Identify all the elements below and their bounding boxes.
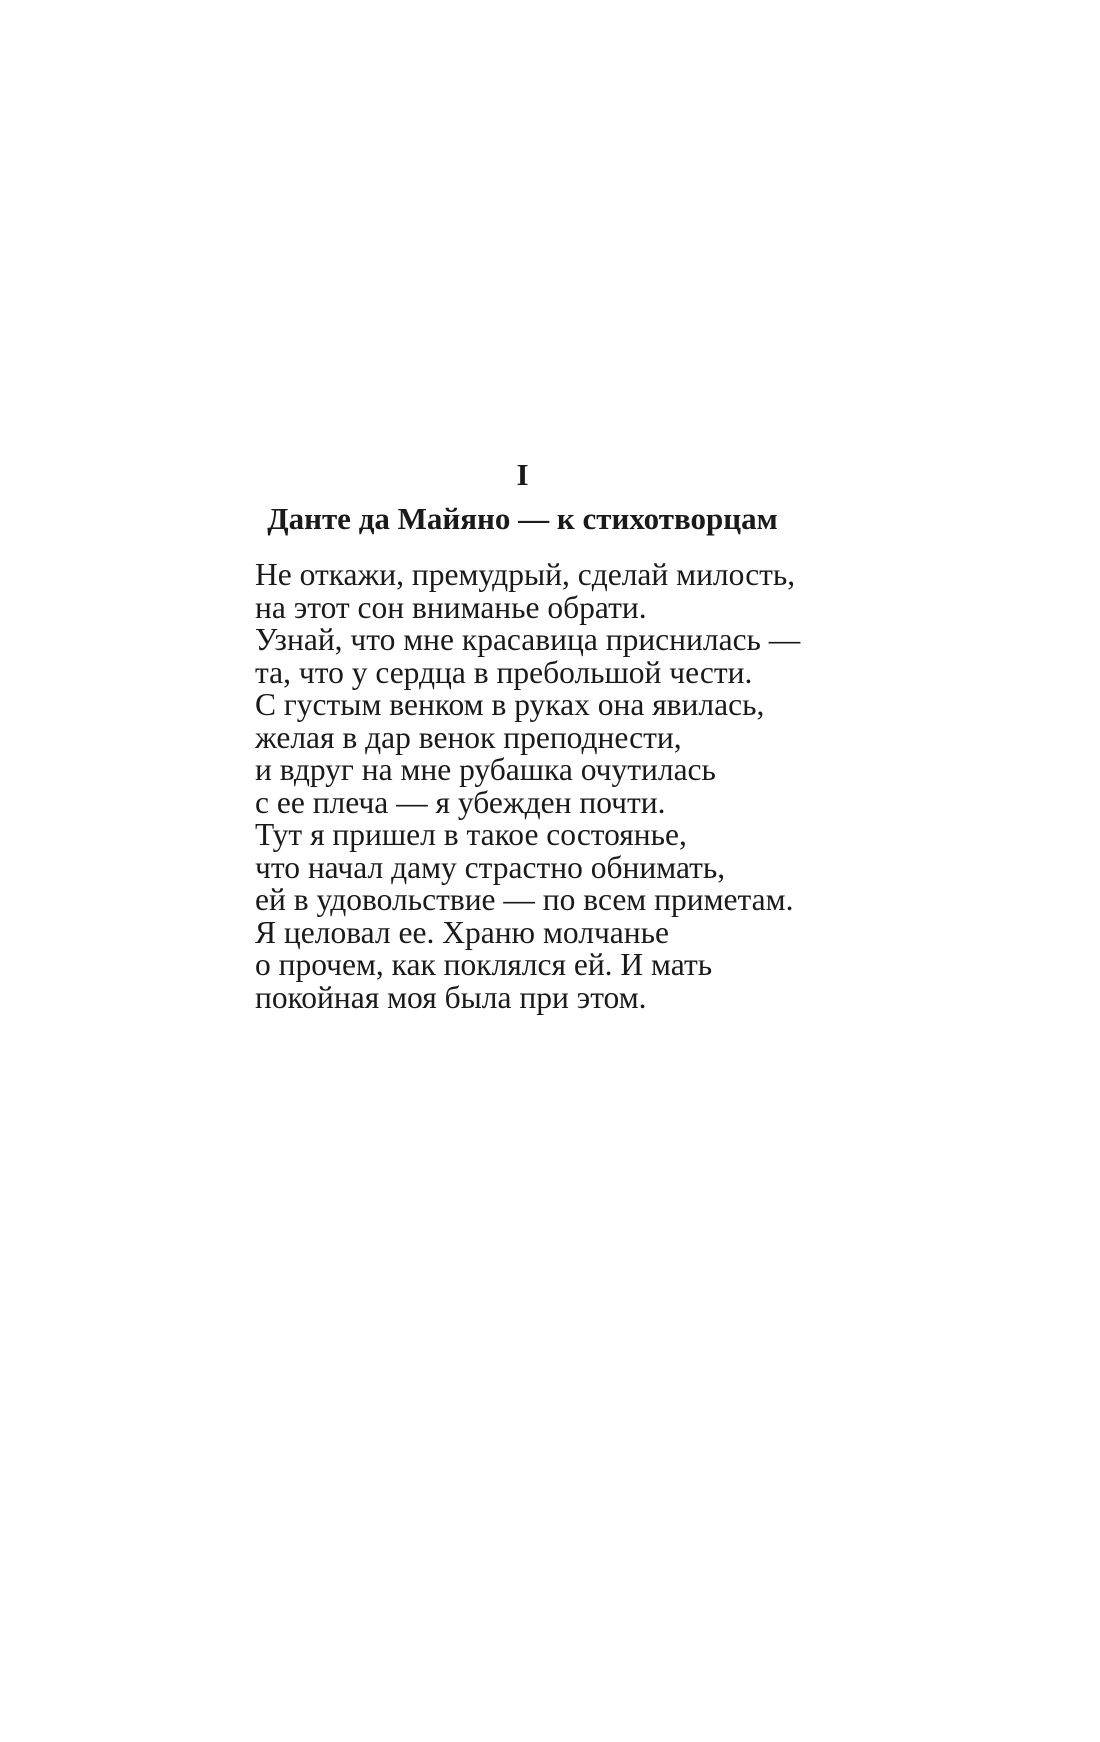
poem-line: покойная моя была при этом. bbox=[255, 979, 647, 1015]
poem-line: о прочем, как поклялся ей. И мать bbox=[255, 947, 713, 982]
poem-line: на этот сон вниманье обрати. bbox=[255, 589, 647, 625]
poem-line: с ее плеча — я убежден почти. bbox=[255, 784, 666, 820]
section-number: I bbox=[516, 457, 529, 492]
poem-line: что начал даму страстно обнимать, bbox=[255, 849, 726, 885]
poem-line: Не откажи, премудрый, сделай милость, bbox=[255, 557, 796, 592]
poem-line: Тут я пришел в такое состоянье, bbox=[255, 817, 687, 852]
poem-line: Узнай, что мне красавица приснилась — bbox=[255, 622, 801, 657]
poem-line: ей в удовольствие — по всем приметам. bbox=[255, 882, 794, 917]
poem-title: Данте да Майяно — к стихотворцам bbox=[267, 501, 778, 536]
poem-line: и вдруг на мне рубашка очутилась bbox=[255, 752, 716, 787]
poem-line: желая в дар венок преподнести, bbox=[255, 719, 682, 755]
poem-line: Я целовал ее. Храню молчанье bbox=[255, 914, 669, 950]
poem-line: та, что у сердца в пребольшой чести. bbox=[255, 654, 753, 690]
poem-text bbox=[255, 559, 800, 1014]
poem-line: С густым венком в руках она явилась, bbox=[255, 687, 765, 722]
